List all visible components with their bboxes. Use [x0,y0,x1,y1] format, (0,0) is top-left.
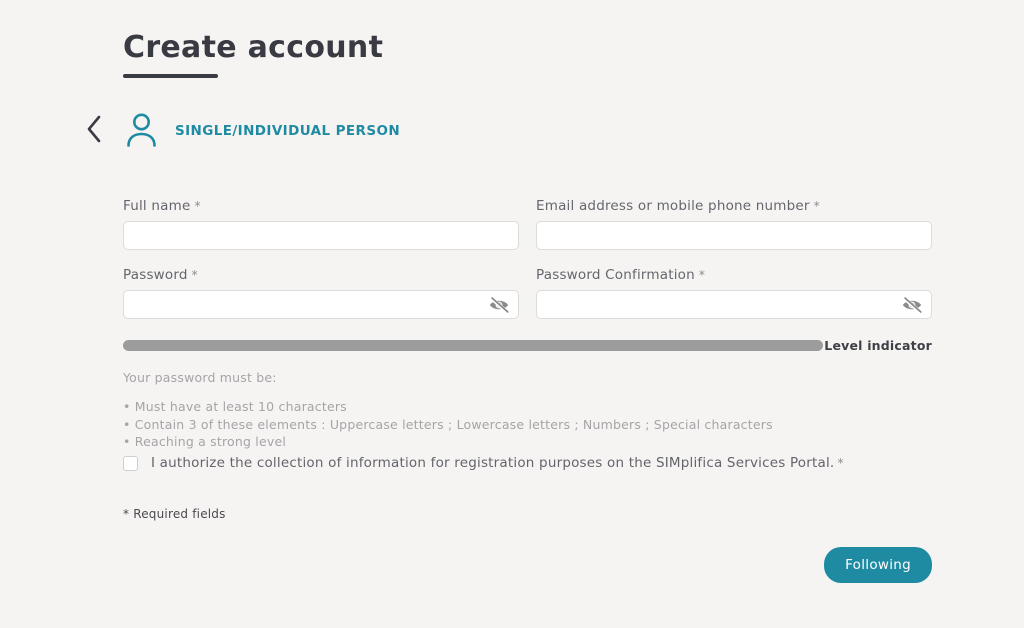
full-name-input[interactable] [123,221,519,250]
password-rule-item: • Reaching a strong level [123,433,773,451]
email-label [536,198,932,214]
eye-slash-icon [488,301,510,316]
toggle-password-visibility-button[interactable] [488,296,510,313]
back-button[interactable] [85,114,102,147]
password-confirmation-input[interactable] [536,290,932,319]
required-fields-note: * Required fields [123,507,226,521]
email-field-group [536,198,932,250]
required-asterisk: * [813,199,820,213]
following-button[interactable]: Following [824,547,932,583]
password-confirmation-field-group [536,267,932,319]
consent-label [151,455,844,471]
password-rule-item: • Must have at least 10 characters [123,398,773,416]
consent-row [123,455,844,471]
password-strength-bar [123,340,823,351]
password-field-group [123,267,519,319]
password-label [123,267,519,283]
toggle-password-confirmation-visibility-button[interactable] [901,296,923,313]
chevron-left-icon [85,114,102,147]
required-asterisk: * [698,268,706,282]
account-type-label: SINGLE/INDIVIDUAL PERSON [175,122,401,139]
password-confirmation-label [536,267,932,283]
consent-label-text: I authorize the collection of information for registration purposes on the SIMplifica Services Portal. [151,455,835,471]
password-rules [123,370,773,451]
password-strength-row [123,338,932,353]
password-input[interactable] [123,290,519,319]
level-indicator-label: Level indicator [824,338,932,353]
password-label-text: Password [123,267,188,283]
person-icon [126,112,157,149]
password-rules-intro: Your password must be: [123,370,277,385]
password-rules-list [123,398,773,451]
required-asterisk: * [837,456,844,470]
full-name-label [123,198,519,214]
page-title: Create account [123,30,384,65]
account-type-row [85,112,400,149]
required-asterisk: * [194,199,201,213]
eye-slash-icon [901,301,923,316]
password-rule-item: • Contain 3 of these elements : Uppercase letters ; Lowercase letters ; Numbers ; Special characters [123,416,773,434]
full-name-field-group [123,198,519,250]
submit-row [123,547,932,583]
title-underline [123,74,218,78]
title-block [123,30,383,78]
full-name-label-text: Full name [123,198,191,214]
consent-checkbox[interactable] [123,456,138,471]
required-asterisk: * [191,268,198,282]
email-label-text: Email address or mobile phone number [536,198,810,214]
password-confirmation-label-text: Password Confirmation [536,267,695,283]
email-input[interactable] [536,221,932,250]
account-form [123,198,932,319]
